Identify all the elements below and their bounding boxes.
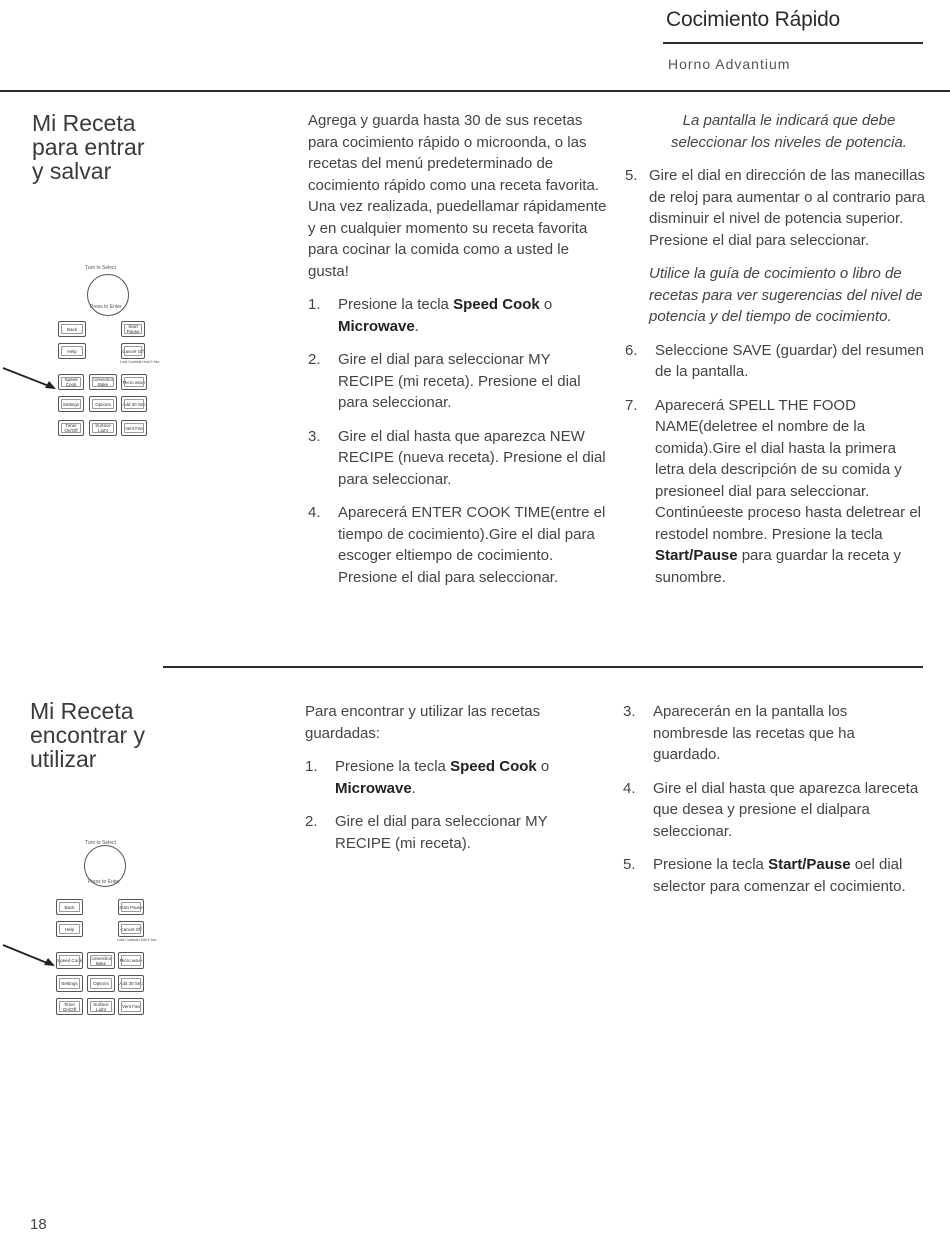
surface-light-key: Surface Light bbox=[87, 998, 115, 1015]
dial-label-bottom: Press to Enter bbox=[88, 879, 120, 885]
section2-intro: Para encontrar y utilizar las recetas guardadas: bbox=[305, 703, 541, 742]
convection-bake-key: Convection Bake bbox=[87, 952, 115, 969]
speed-cook-key: Speed Cook bbox=[58, 374, 84, 390]
section1-steps bbox=[308, 294, 608, 588]
control-panel-illustration bbox=[0, 260, 160, 450]
dial-label-top: Turn to Select bbox=[85, 265, 116, 271]
page-header-subtitle: Horno Advantium bbox=[668, 56, 791, 72]
back-key: Back bbox=[56, 899, 83, 915]
section1-steps-continued bbox=[625, 165, 925, 251]
list-item: 5. Gire el dial en dirección de las manecillas de reloj para aumentar o al contrario para disminuir el nivel de potencia superior. Presione el dial para seleccionar. bbox=[625, 167, 925, 249]
speed-cook-key: Speed Cook bbox=[56, 952, 83, 969]
section1-title-line: para entrar bbox=[32, 134, 145, 160]
list-item: 3. Gire el dial hasta que aparezca NEW RECIPE (nueva receta). Presione el dial para seleccionar. bbox=[308, 427, 606, 488]
add-30-sec-key: Add 30 Sec bbox=[118, 975, 144, 992]
settings-key: Settings bbox=[58, 396, 84, 412]
lock-controls-label: Lock Controls Hold 3 Sec bbox=[120, 360, 160, 364]
help-key: Help bbox=[58, 343, 86, 359]
section1-middle-column bbox=[308, 110, 608, 600]
cooking-guide-note: Utilice la guía de cocimiento o libro de recetas para ver sugerencias del nivel de potencia y del tiempo de cocimiento. bbox=[649, 265, 923, 325]
arrow-pointer-icon bbox=[0, 941, 60, 971]
cancel-off-key: Cancel Off bbox=[121, 343, 145, 359]
section1-title bbox=[32, 111, 145, 183]
section-divider-top bbox=[0, 90, 950, 92]
vent-fan-key: Vent Fan bbox=[121, 420, 147, 436]
section2-title-line: encontrar y bbox=[30, 722, 146, 748]
microwave-key: Micro wave bbox=[121, 374, 147, 390]
settings-key: Settings bbox=[56, 975, 83, 992]
section1-right-column bbox=[625, 110, 925, 600]
options-key: Options bbox=[87, 975, 115, 992]
section2-right-column bbox=[623, 701, 923, 909]
list-item: 4. Gire el dial hasta que aparezca lareceta que desea y presione el dialpara seleccionar. bbox=[623, 779, 919, 840]
back-key: Back bbox=[58, 321, 86, 337]
options-key: Options bbox=[89, 396, 117, 412]
timer-key: Timer On/Off bbox=[56, 998, 83, 1015]
power-level-note: La pantalla le indicará que debe seleccionar los niveles de potencia. bbox=[671, 112, 907, 151]
start-pause-key: Start Pause bbox=[121, 321, 145, 337]
cancel-off-key: Cancel Off bbox=[118, 921, 144, 937]
list-item: 2. Gire el dial para seleccionar MY RECIPE (mi receta). bbox=[305, 813, 548, 852]
list-item: 6. Seleccione SAVE (guardar) del resumen de la pantalla. bbox=[625, 341, 925, 380]
section2-steps-continued bbox=[623, 701, 923, 897]
add-30-sec-key: Add 30 Sec bbox=[121, 396, 147, 412]
list-item: 7. Aparecerá SPELL THE FOOD NAME(deletree el nombre de la comida).Gire el dial hasta la primera letra dela descripción de su comida y presioneel dial para seleccionar. Continúeeste proceso hasta deletrear el restodel nombre. Presione la tecla Start/Pause para guardar la receta y sunombre. bbox=[625, 396, 922, 586]
vent-fan-key: Vent Fan bbox=[118, 998, 144, 1015]
section1-steps-final bbox=[625, 340, 925, 589]
list-item: 5. Presione la tecla Start/Pause oel dial selector para comenzar el cocimiento. bbox=[623, 856, 906, 895]
arrow-pointer-icon bbox=[0, 364, 60, 394]
timer-key: Timer On/Off bbox=[58, 420, 84, 436]
section2-title bbox=[30, 699, 145, 771]
section1-title-line: y salvar bbox=[32, 158, 112, 184]
list-item: 4. Aparecerá ENTER COOK TIME(entre el tiempo de cocimiento).Gire el dial para escoger eltiempo de cocimiento. Presione el dial para seleccionar. bbox=[308, 504, 606, 586]
start-pause-key: Start Pause bbox=[118, 899, 144, 915]
dial-label-top: Turn to Select bbox=[85, 840, 116, 846]
section1-intro: Agrega y guarda hasta 30 de sus recetas para cocimiento rápido o microonda, o las recetas del menú predeterminado de cocimiento rápido como una receta favorita. Una vez realizada, puedellamar rápidamente y en cualquier momento su receta favorita para cocinar la comida como a usted le gusta! bbox=[308, 112, 607, 280]
section2-title-line: Mi Receta bbox=[30, 698, 134, 724]
dial-label-bottom: Press to Enter bbox=[90, 304, 122, 310]
microwave-key: Micro wave bbox=[118, 952, 144, 969]
list-item: 3. Aparecerán en la pantalla los nombresde las recetas que ha guardado. bbox=[623, 703, 855, 763]
section2-title-line: utilizar bbox=[30, 746, 97, 772]
header-rule bbox=[663, 42, 923, 44]
page-header-title: Cocimiento Rápido bbox=[666, 8, 841, 31]
surface-light-key: Surface Light bbox=[89, 420, 117, 436]
page-number: 18 bbox=[30, 1216, 47, 1233]
section-divider-middle bbox=[163, 666, 923, 668]
convection-bake-key: Convection Bake bbox=[89, 374, 117, 390]
section2-middle-column bbox=[305, 701, 590, 866]
section1-title-line: Mi Receta bbox=[32, 110, 136, 136]
list-item: 2. Gire el dial para seleccionar MY RECIPE (mi receta). Presione el dial para seleccionar. bbox=[308, 351, 581, 411]
section2-steps bbox=[305, 756, 590, 854]
control-panel-illustration bbox=[0, 835, 160, 1025]
help-key: Help bbox=[56, 921, 83, 937]
lock-controls-label: Lock Controls Hold 3 Sec bbox=[117, 938, 157, 942]
list-item: 1. Presione la tecla Speed Cook o Microwave. bbox=[305, 758, 550, 797]
list-item: 1. Presione la tecla Speed Cook o Microwave. bbox=[308, 296, 553, 335]
